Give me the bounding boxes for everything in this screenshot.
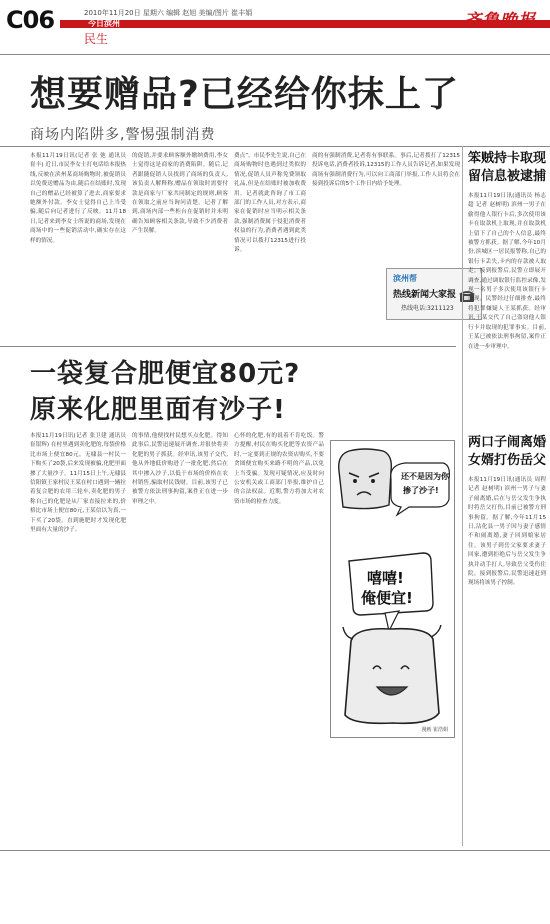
right-column-divider (462, 146, 463, 846)
masthead-divider (0, 54, 550, 55)
angry-fertilizer-bag-icon (339, 449, 392, 509)
side1-body: 本报11月19日讯(通讯员 杨志超 记者 赵树明) 滨州一男子在偷得他人银行卡后,多次使用该卡在取款机上取现,并在取款机上留下了自己的个人信息,最终被警方抓获。据了解,今年10月份,滨城区一居民报警称,自己的银行卡丢失,卡内的存款被人取走。接到报警后,民警立即展开调查,通过调取银行监控录像,发现一名男子多次使用该银行卡取现。民警经过仔细排查,最终将犯罪嫌疑人王某抓获。经审讯,王某交代了自己盗窃他人银行卡并取现的犯罪事实。目前,王某已被依法刑事拘留,案件正在进一步审理中。 (468, 193, 546, 350)
story1-column-3: 费点”。市民李先生说,自己在商场购物时也遇到过类似的情况,促销人员声称免费领取礼品,但是在结账时被加收费用。记者就此咨询了市工商部门的工作人员,对方表示,商家在促销时应当明示相关条款,强制消费属于侵犯消费者权益的行为,消费者遇到此类情况可以拨打12315进行投诉。 (234, 153, 306, 254)
story1-column-2: 的促销,并要求顾客额外缴纳费用,李女士觉得这是商家的消费陷阱。随后,记者跟随促销人员找到了商场的负责人,该负责人解释称,赠品在领取时需要付款是商家与厂家共同制定的规则,顾客在领取之前应当询问清楚。记者了解到,商场内部一些柜台在促销时并未明确告知顾客相关条款,导致不少消费者产生误解。 (132, 153, 228, 235)
side2-title-line1: 两口子闹离婚 (468, 435, 547, 450)
section-name: 民生 (84, 32, 109, 46)
hotline-tag: 滨州帮 (393, 274, 417, 283)
hotline-name: 热线新闻大家报 (393, 290, 457, 300)
story1-subhead: 商场内陷阱多,警惕强制消费 (30, 127, 216, 143)
speech1-line2: 掺了沙子! (403, 486, 439, 495)
side2-title-line2: 女婿打伤岳父 (468, 453, 547, 468)
hotline-phone: 热线电话:3211123 (401, 305, 454, 312)
speech-bubble-laugh (349, 553, 433, 631)
band-tab: 今日滨州 (88, 19, 120, 28)
dateline: 2010年11月20日 星期六 编辑 赵旭 美编/图片 崔丰娟 (84, 9, 253, 17)
cartoon-credit: 漫画 崔浩娟 (421, 727, 448, 733)
side1-title-line1: 笨贼持卡取现 (468, 151, 547, 166)
speech-bubble-accuse (391, 463, 452, 515)
happy-fertilizer-bag-icon (343, 625, 441, 723)
page-number: C06 (6, 6, 55, 34)
speech2-line2: 俺便宜! (361, 589, 413, 607)
story2-headline-line2: 原来化肥里面有沙子! (30, 395, 286, 425)
story2-headline (30, 356, 300, 428)
side1-title-line2: 留信息被逮捕 (468, 169, 547, 184)
story2-column-3: 心怀的化肥,有的说着不肯吃饭。警方提醒,村民在购买化肥等农资产品时,一定要到正规的农资店购买,不要贪图便宜购买来路不明的产品,以免上当受骗。发现可疑情况,应及时向公安机关或工商部门举报,维护自己的合法权益。近期,警方将加大对农资市场的检查力度。 (234, 433, 324, 505)
masthead (0, 0, 550, 56)
story2-column-1: 本报11月19日讯(记者 张卫建 通讯员 崔银辉) 在村里遇到卖化肥的,每袋价格比市场上便宜80元。无棣县一村民一下购买了20袋,后来发现被骗,化肥里面掺了大量沙子。11月15日上午,无棣县信阳镇王家村民王某在村口遇到一辆拉着复合肥的农用三轮车,卖化肥的男子称自己的化肥是从厂家直接拉来的,价格比市场上便宜80元,王某信以为真,一下买了20袋。直到施肥时才发现化肥里面有大量的沙子。 (30, 433, 126, 534)
section-band (60, 20, 550, 28)
side2-body: 本报11月19日讯(通讯员 周程 记者 赵树明) 滨州一男子与妻子闹离婚,后在与岳父发生争执时将岳父打伤,目前已被警方刑事拘留。据了解,今年11月15日,沾化县一男子因与妻子感情不和闹离婚,妻子回到娘家居住。该男子到岳父家要求妻子回家,遭到拒绝后与岳父发生争执并动手打人,导致岳父受伤住院。接到报警后,民警迅速赶到现场将该男子控制。 (468, 477, 546, 587)
story1-headline: 想要赠品?已经给你抹上了 (30, 74, 459, 115)
cartoon-drawing (331, 441, 454, 737)
story2-column-2: 的事情,他便找村民想买点化肥。得知此事后,民警迅速展开调查,并很快将卖化肥的男子抓获。经审讯,该男子交代,他从外地低价购进了一批化肥,然后在其中掺入沙子,以低于市场的价格在农村销售,骗取村民钱财。目前,该男子已被警方依法刑事拘留,案件正在进一步审理之中。 (132, 433, 228, 505)
speech1-line1: 还不是因为你 (401, 472, 449, 481)
headline-divider (0, 146, 550, 147)
cartoon-illustration (330, 440, 455, 738)
story2-headline-line1: 一袋复合肥便宜80元? (30, 359, 301, 389)
story1-column-4: 商的有强制消费,记者将有事联系。事后,记者拨打了12315投诉电话,消费者投诉,12315的工作人员告诉记者,如果发现商场有强制消费行为,可以向工商部门举报,工作人员将会在接到投诉后的5个工作日内给予处理。 (312, 153, 460, 188)
story2-divider (0, 346, 456, 347)
speech2-line1: 嘻嘻! (367, 569, 404, 587)
story1-column-1: 本报11月19日讯(记者 张 弛 通讯员 崔丰) 近日,市民李女士打电话给本报热线,反映在滨州某商场购物时,被促销员以免费送赠品为由,随后在结账时,发现自己的赠品已经被算了进去,商家要求她额外付款。李女士觉得自己上当受骗,随后向记者进行了反映。11月18日,记者来到李女士所说的商场,发现在商场中的一些促销活动中,确实存在这样的情况。 (30, 153, 126, 244)
page-bottom-rule (0, 850, 550, 851)
